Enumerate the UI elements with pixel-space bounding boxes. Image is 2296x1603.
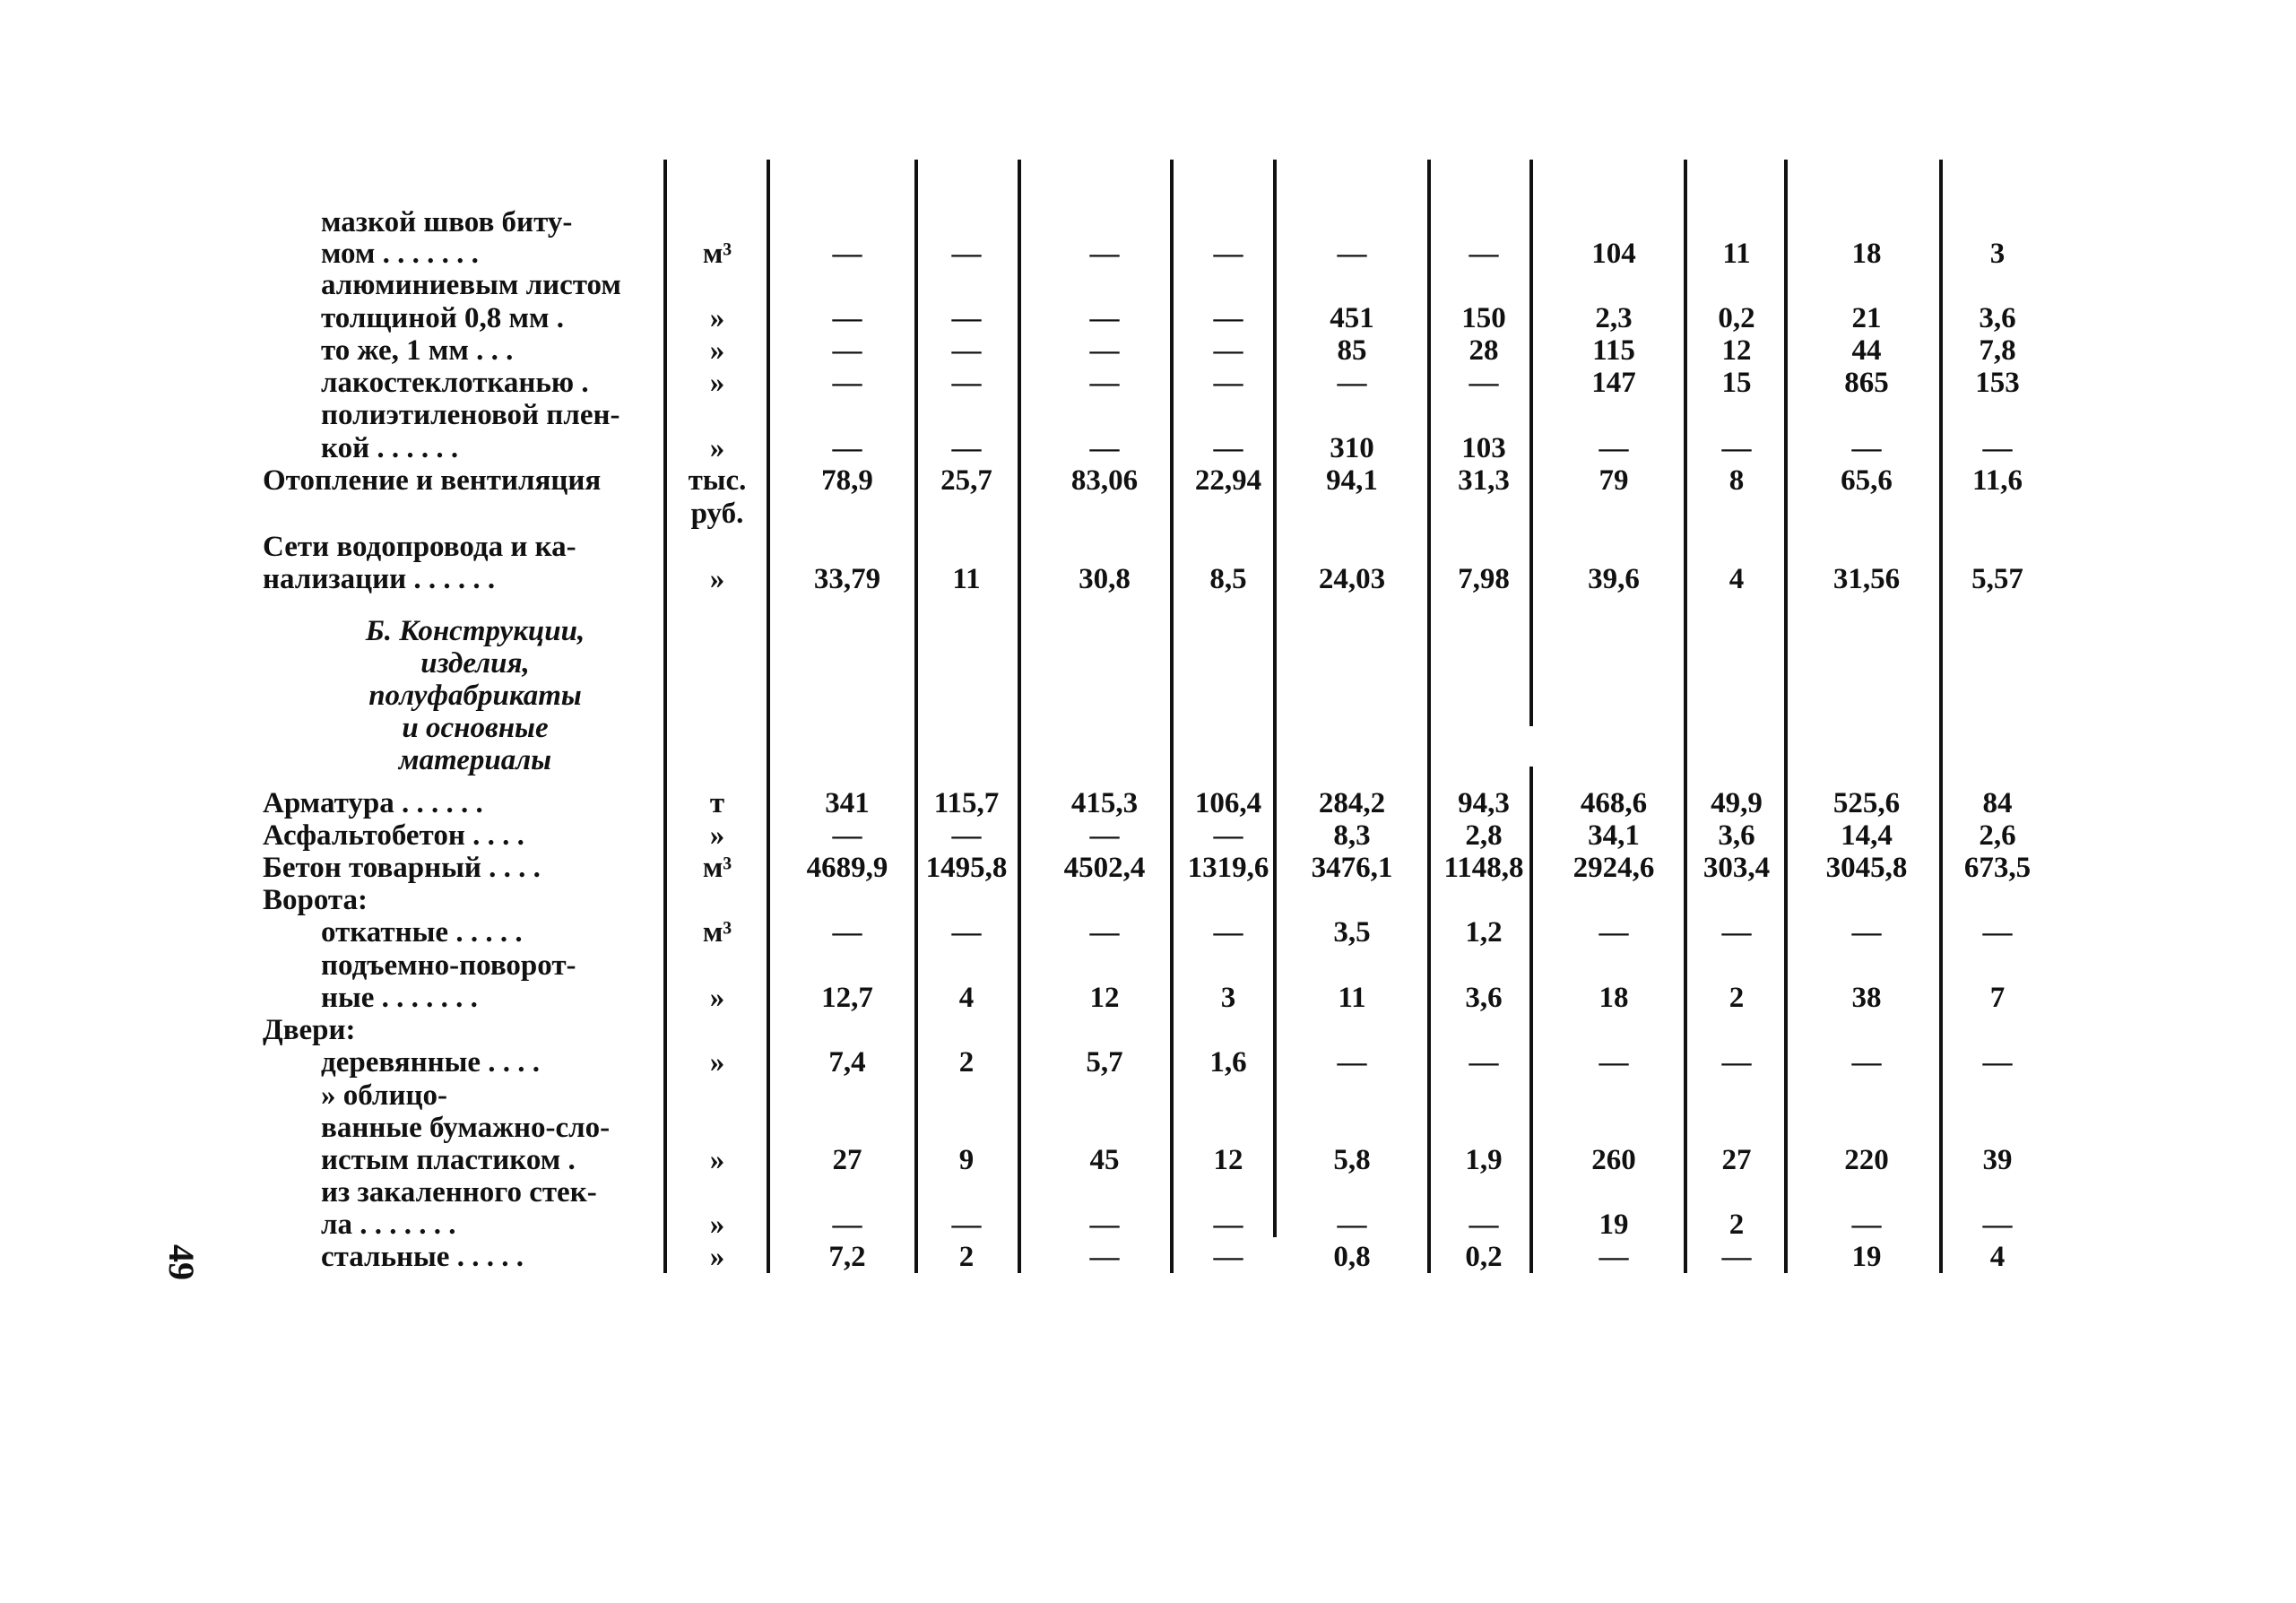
- table-cell: 84: [1982, 787, 2013, 819]
- table-cell: 2: [1728, 1209, 1745, 1241]
- table-cell: 5,7: [1086, 1046, 1123, 1079]
- table-cell: 28: [1469, 334, 1499, 367]
- row-label: Арматура . . . . . .: [263, 787, 483, 819]
- table-cell: —: [1089, 367, 1120, 399]
- row-label: мазкой швов биту-: [321, 206, 573, 238]
- table-cell: 25,7: [940, 464, 992, 497]
- table-cell: —: [951, 334, 982, 367]
- table-cell: 303,4: [1703, 852, 1771, 884]
- row-label: Двери:: [263, 1014, 356, 1046]
- table-cell: 865: [1844, 367, 1889, 399]
- table-cell: —: [1213, 916, 1243, 949]
- table-cell: 85: [1337, 334, 1367, 367]
- table-cell: 147: [1591, 367, 1636, 399]
- table-cell: 8: [1728, 464, 1745, 497]
- table-cell: 19: [1851, 1241, 1882, 1273]
- column-rule: [1939, 160, 1943, 1273]
- table-cell: 260: [1591, 1144, 1636, 1176]
- table-cell: 49,9: [1711, 787, 1763, 819]
- table-cell: 3,6: [1465, 982, 1503, 1014]
- table-cell: —: [1851, 432, 1882, 464]
- table-cell: —: [1982, 916, 2013, 949]
- table-cell: 27: [1721, 1144, 1752, 1176]
- table-cell: 18: [1851, 238, 1882, 270]
- table-cell: 44: [1851, 334, 1882, 367]
- table-cell: 14,4: [1841, 819, 1893, 852]
- table-cell: 4: [1728, 563, 1745, 595]
- table-cell: —: [1721, 1241, 1752, 1273]
- table-cell: —: [1599, 1241, 1629, 1273]
- table-cell: —: [1982, 1209, 2013, 1241]
- table-cell: 31,56: [1832, 563, 1901, 595]
- table-cell: 39: [1982, 1144, 2013, 1176]
- table-cell: —: [1089, 432, 1120, 464]
- table-cell: —: [951, 432, 982, 464]
- table-cell: —: [1213, 367, 1243, 399]
- row-label: нализации . . . . . .: [263, 563, 496, 595]
- table-cell: —: [1337, 238, 1367, 270]
- row-unit: »: [709, 432, 725, 464]
- table-cell: 9: [958, 1144, 975, 1176]
- table-cell: —: [1337, 367, 1367, 399]
- table-cell: 3045,8: [1825, 852, 1908, 884]
- page-number: 49: [161, 1244, 202, 1280]
- column-rule: [1529, 767, 1533, 1273]
- row-unit: »: [709, 334, 725, 367]
- table-cell: 2: [958, 1046, 975, 1079]
- table-cell: —: [951, 916, 982, 949]
- table-cell: 2,8: [1465, 819, 1503, 852]
- column-rule: [663, 160, 667, 1273]
- table-cell: 15: [1721, 367, 1752, 399]
- table-cell: 79: [1599, 464, 1629, 497]
- section-heading-line3: полуфабрикаты: [368, 680, 582, 712]
- row-unit: »: [709, 1144, 725, 1176]
- row-unit: »: [709, 302, 725, 334]
- table-cell: 38: [1851, 982, 1882, 1014]
- table-cell: —: [832, 1209, 862, 1241]
- row-label: Асфальтобетон . . . .: [263, 819, 524, 852]
- table-cell: 153: [1975, 367, 2020, 399]
- table-cell: 11: [1338, 982, 1366, 1014]
- table-cell: 4502,4: [1063, 852, 1146, 884]
- table-cell: 31,3: [1458, 464, 1510, 497]
- table-cell: —: [832, 432, 862, 464]
- table-cell: 30,8: [1079, 563, 1131, 595]
- table-cell: 451: [1330, 302, 1374, 334]
- table-cell: 150: [1461, 302, 1506, 334]
- table-cell: 94,3: [1458, 787, 1510, 819]
- table-cell: 8,5: [1209, 563, 1247, 595]
- table-cell: —: [1851, 1209, 1882, 1241]
- table-cell: 12: [1213, 1144, 1243, 1176]
- row-unit: »: [709, 367, 725, 399]
- table-cell: 11,6: [1972, 464, 2023, 497]
- row-label: Бетон товарный . . . .: [263, 852, 541, 884]
- table-cell: 0,2: [1718, 302, 1755, 334]
- row-label: Сети водопровода и ка-: [263, 531, 576, 563]
- table-cell: —: [1599, 1046, 1629, 1079]
- table-cell: 284,2: [1318, 787, 1386, 819]
- column-rule: [767, 160, 770, 1273]
- column-rule: [1018, 160, 1021, 1273]
- row-label: из закаленного стек-: [321, 1176, 597, 1209]
- table-cell: 27: [832, 1144, 862, 1176]
- column-rule: [1529, 160, 1533, 726]
- row-label: деревянные . . . .: [321, 1046, 541, 1079]
- row-label: ла . . . . . . .: [321, 1209, 456, 1241]
- table-cell: —: [832, 819, 862, 852]
- table-cell: 3,5: [1333, 916, 1371, 949]
- table-cell: 468,6: [1580, 787, 1648, 819]
- column-rule: [1784, 160, 1788, 1273]
- table-cell: 12: [1721, 334, 1752, 367]
- row-label: ванные бумажно-сло-: [321, 1112, 611, 1144]
- table-cell: —: [951, 238, 982, 270]
- table-cell: 310: [1330, 432, 1374, 464]
- table-cell: —: [1337, 1046, 1367, 1079]
- table-cell: 525,6: [1832, 787, 1901, 819]
- row-label: откатные . . . . .: [321, 916, 523, 949]
- table-cell: 2: [958, 1241, 975, 1273]
- row-label: лакостеклотканью .: [321, 367, 589, 399]
- table-cell: —: [832, 367, 862, 399]
- table-cell: —: [1089, 916, 1120, 949]
- table-cell: 3476,1: [1311, 852, 1393, 884]
- row-label: Ворота:: [263, 884, 368, 916]
- table-cell: 1495,8: [925, 852, 1008, 884]
- table-cell: —: [1213, 819, 1243, 852]
- table-cell: —: [1089, 302, 1120, 334]
- table-cell: 4: [958, 982, 975, 1014]
- table-cell: 5,57: [1971, 563, 2023, 595]
- row-label: полиэтиленовой плен-: [321, 399, 620, 431]
- table-cell: 1,9: [1465, 1144, 1503, 1176]
- table-cell: —: [1469, 367, 1499, 399]
- row-unit: руб.: [690, 498, 744, 530]
- section-heading-line2: изделия,: [420, 647, 530, 680]
- table-cell: 39,6: [1588, 563, 1640, 595]
- table-cell: —: [1089, 1241, 1120, 1273]
- section-heading-line5: материалы: [398, 744, 552, 776]
- table-cell: 19: [1599, 1209, 1629, 1241]
- table-cell: 2: [1728, 982, 1745, 1014]
- table-cell: 34,1: [1588, 819, 1640, 852]
- row-label: кой . . . . . .: [321, 432, 459, 464]
- table-cell: —: [1213, 238, 1243, 270]
- table-cell: —: [1721, 916, 1752, 949]
- table-cell: 18: [1599, 982, 1629, 1014]
- table-cell: 78,9: [821, 464, 873, 497]
- table-cell: —: [1469, 1209, 1499, 1241]
- table-cell: —: [1851, 1046, 1882, 1079]
- table-cell: —: [1213, 432, 1243, 464]
- table-cell: —: [1599, 432, 1629, 464]
- row-unit: м³: [702, 916, 732, 949]
- table-cell: 65,6: [1841, 464, 1893, 497]
- table-cell: —: [1851, 916, 1882, 949]
- row-unit: т: [709, 787, 725, 819]
- table-cell: —: [1721, 432, 1752, 464]
- row-label: алюминиевым листом: [321, 269, 621, 301]
- table-cell: 3,6: [1979, 302, 2016, 334]
- table-cell: —: [1213, 302, 1243, 334]
- table-cell: 115,7: [933, 787, 1000, 819]
- table-cell: —: [832, 238, 862, 270]
- table-cell: 0,8: [1333, 1241, 1371, 1273]
- row-label: истым пластиком .: [321, 1144, 576, 1176]
- table-cell: 3,6: [1718, 819, 1755, 852]
- table-cell: 115: [1592, 334, 1635, 367]
- table-cell: 45: [1089, 1144, 1120, 1176]
- table-cell: 7,8: [1979, 334, 2016, 367]
- column-rule: [914, 160, 918, 1273]
- table-cell: —: [1982, 1046, 2013, 1079]
- table-cell: —: [951, 302, 982, 334]
- row-unit: тыс.: [688, 464, 747, 497]
- table-cell: 12: [1089, 982, 1120, 1014]
- table-cell: 7,2: [828, 1241, 866, 1273]
- table-cell: 2,3: [1595, 302, 1633, 334]
- table-cell: —: [1599, 916, 1629, 949]
- table-cell: 5,8: [1333, 1144, 1371, 1176]
- column-rule: [1170, 160, 1174, 1273]
- table-cell: 341: [825, 787, 870, 819]
- table-cell: 4689,9: [806, 852, 888, 884]
- table-cell: —: [1213, 1209, 1243, 1241]
- row-label: стальные . . . . .: [321, 1241, 524, 1273]
- table-cell: 4: [1989, 1241, 2006, 1273]
- table-cell: 1,2: [1465, 916, 1503, 949]
- section-heading-line4: и основные: [402, 712, 549, 744]
- row-unit: »: [709, 1209, 725, 1241]
- table-cell: 22,94: [1194, 464, 1262, 497]
- row-label: мом . . . . . . .: [321, 238, 479, 270]
- row-unit: »: [709, 1046, 725, 1079]
- row-unit: »: [709, 982, 725, 1014]
- table-cell: 673,5: [1963, 852, 2032, 884]
- table-cell: 7: [1989, 982, 2006, 1014]
- table-cell: 0,2: [1465, 1241, 1503, 1273]
- table-cell: —: [1469, 238, 1499, 270]
- column-rule: [1684, 160, 1687, 1273]
- table-cell: 21: [1851, 302, 1882, 334]
- table-cell: 33,79: [813, 563, 881, 595]
- table-cell: —: [1089, 238, 1120, 270]
- table-cell: 106,4: [1194, 787, 1262, 819]
- table-cell: 7,4: [828, 1046, 866, 1079]
- table-cell: 12,7: [821, 982, 873, 1014]
- table-cell: 11: [952, 563, 981, 595]
- row-label: Отопление и вентиляция: [263, 464, 602, 497]
- row-label: толщиной 0,8 мм .: [321, 302, 564, 334]
- table-cell: —: [951, 819, 982, 852]
- table-cell: 24,03: [1318, 563, 1386, 595]
- table-cell: —: [951, 367, 982, 399]
- table-cell: 2924,6: [1573, 852, 1655, 884]
- table-cell: 2,6: [1979, 819, 2016, 852]
- row-label: подъемно-поворот-: [321, 949, 576, 982]
- table-cell: 11: [1722, 238, 1751, 270]
- table-cell: 7,98: [1458, 563, 1510, 595]
- table-cell: —: [1337, 1209, 1367, 1241]
- table-cell: 8,3: [1333, 819, 1371, 852]
- table-cell: 415,3: [1070, 787, 1139, 819]
- table-cell: —: [832, 916, 862, 949]
- row-label: » облицо-: [321, 1079, 447, 1112]
- table-cell: 3: [1989, 238, 2006, 270]
- column-rule: [1273, 160, 1277, 1237]
- row-unit: м³: [702, 238, 732, 270]
- table-cell: —: [1089, 1209, 1120, 1241]
- table-cell: 94,1: [1326, 464, 1378, 497]
- table-cell: —: [1213, 334, 1243, 367]
- table-cell: 1148,8: [1443, 852, 1524, 884]
- table-cell: 220: [1844, 1144, 1889, 1176]
- section-heading-line1: Б. Конструкции,: [365, 615, 585, 647]
- table-cell: —: [1721, 1046, 1752, 1079]
- table-cell: 83,06: [1070, 464, 1139, 497]
- table-cell: —: [832, 302, 862, 334]
- table-cell: 103: [1461, 432, 1506, 464]
- row-unit: м³: [702, 852, 732, 884]
- table-cell: —: [951, 1209, 982, 1241]
- table-cell: 104: [1591, 238, 1636, 270]
- table-cell: —: [1213, 1241, 1243, 1273]
- column-rule: [1427, 160, 1431, 1273]
- row-unit: »: [709, 819, 725, 852]
- row-label: ные . . . . . . .: [321, 982, 478, 1014]
- row-unit: »: [709, 563, 725, 595]
- table-cell: 3: [1220, 982, 1236, 1014]
- table-cell: —: [1089, 334, 1120, 367]
- table-cell: —: [1982, 432, 2013, 464]
- row-label: то же, 1 мм . . .: [321, 334, 514, 367]
- table-cell: —: [1469, 1046, 1499, 1079]
- row-unit: »: [709, 1241, 725, 1273]
- table-cell: —: [1089, 819, 1120, 852]
- table-cell: 1,6: [1209, 1046, 1247, 1079]
- table-cell: —: [832, 334, 862, 367]
- table-cell: 1319,6: [1187, 852, 1269, 884]
